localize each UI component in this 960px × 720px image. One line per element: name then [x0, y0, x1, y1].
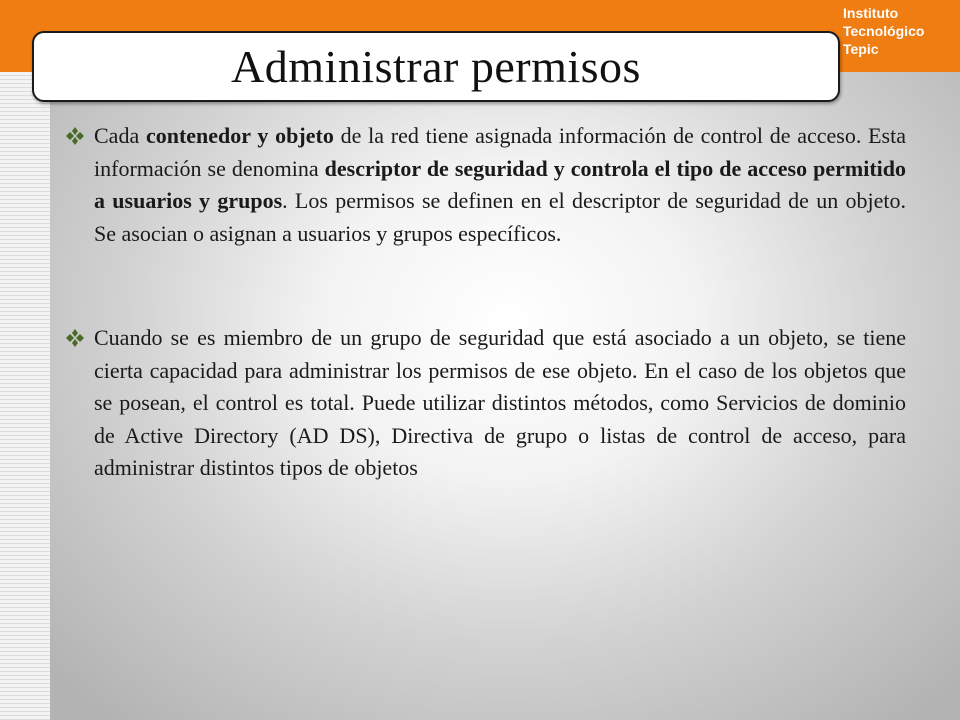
bullet-text: [94, 120, 906, 250]
diamond-bullet-icon: [64, 126, 86, 146]
left-decorative-strip: [0, 72, 50, 720]
bold-text-segment: contenedor y objeto: [145, 123, 334, 148]
diamond-bullet-icon: [64, 328, 86, 348]
institute-name: [843, 4, 958, 58]
bullet-item: [64, 120, 906, 250]
text-segment: Cada: [94, 123, 146, 148]
bold-text-segment: descriptor de seguridad y controla el tipo de acceso permitido a usuarios y grupos: [94, 155, 906, 213]
bullet-text: [94, 322, 906, 485]
bullet-item: [64, 322, 906, 485]
slide-title: Administrar permisos: [231, 41, 641, 92]
institute-line: Tepic: [843, 41, 879, 57]
text-segment: de la red tiene asignada información de control de acceso. Esta información se denomina: [94, 123, 906, 181]
title-box: [32, 31, 840, 102]
institute-line: Instituto: [843, 5, 899, 21]
institute-line: Tecnológico: [843, 23, 925, 39]
text-segment: Cuando se es miembro de un grupo de seguridad que está asociado a un objeto, se tiene cierta capacidad para administrar los permisos de ese objeto. En el caso de los objetos que se posean, el control es total. Puede utilizar distintos métodos, como Servicios de dominio de Active Directory (AD DS), Directiva de grupo o listas de control de acceso, para administrar distintos tipos de objetos: [94, 325, 906, 480]
text-segment: . Los permisos se definen en el descriptor de seguridad de un objeto. Se asocian o asignan a usuarios y grupos específicos.: [94, 188, 906, 246]
